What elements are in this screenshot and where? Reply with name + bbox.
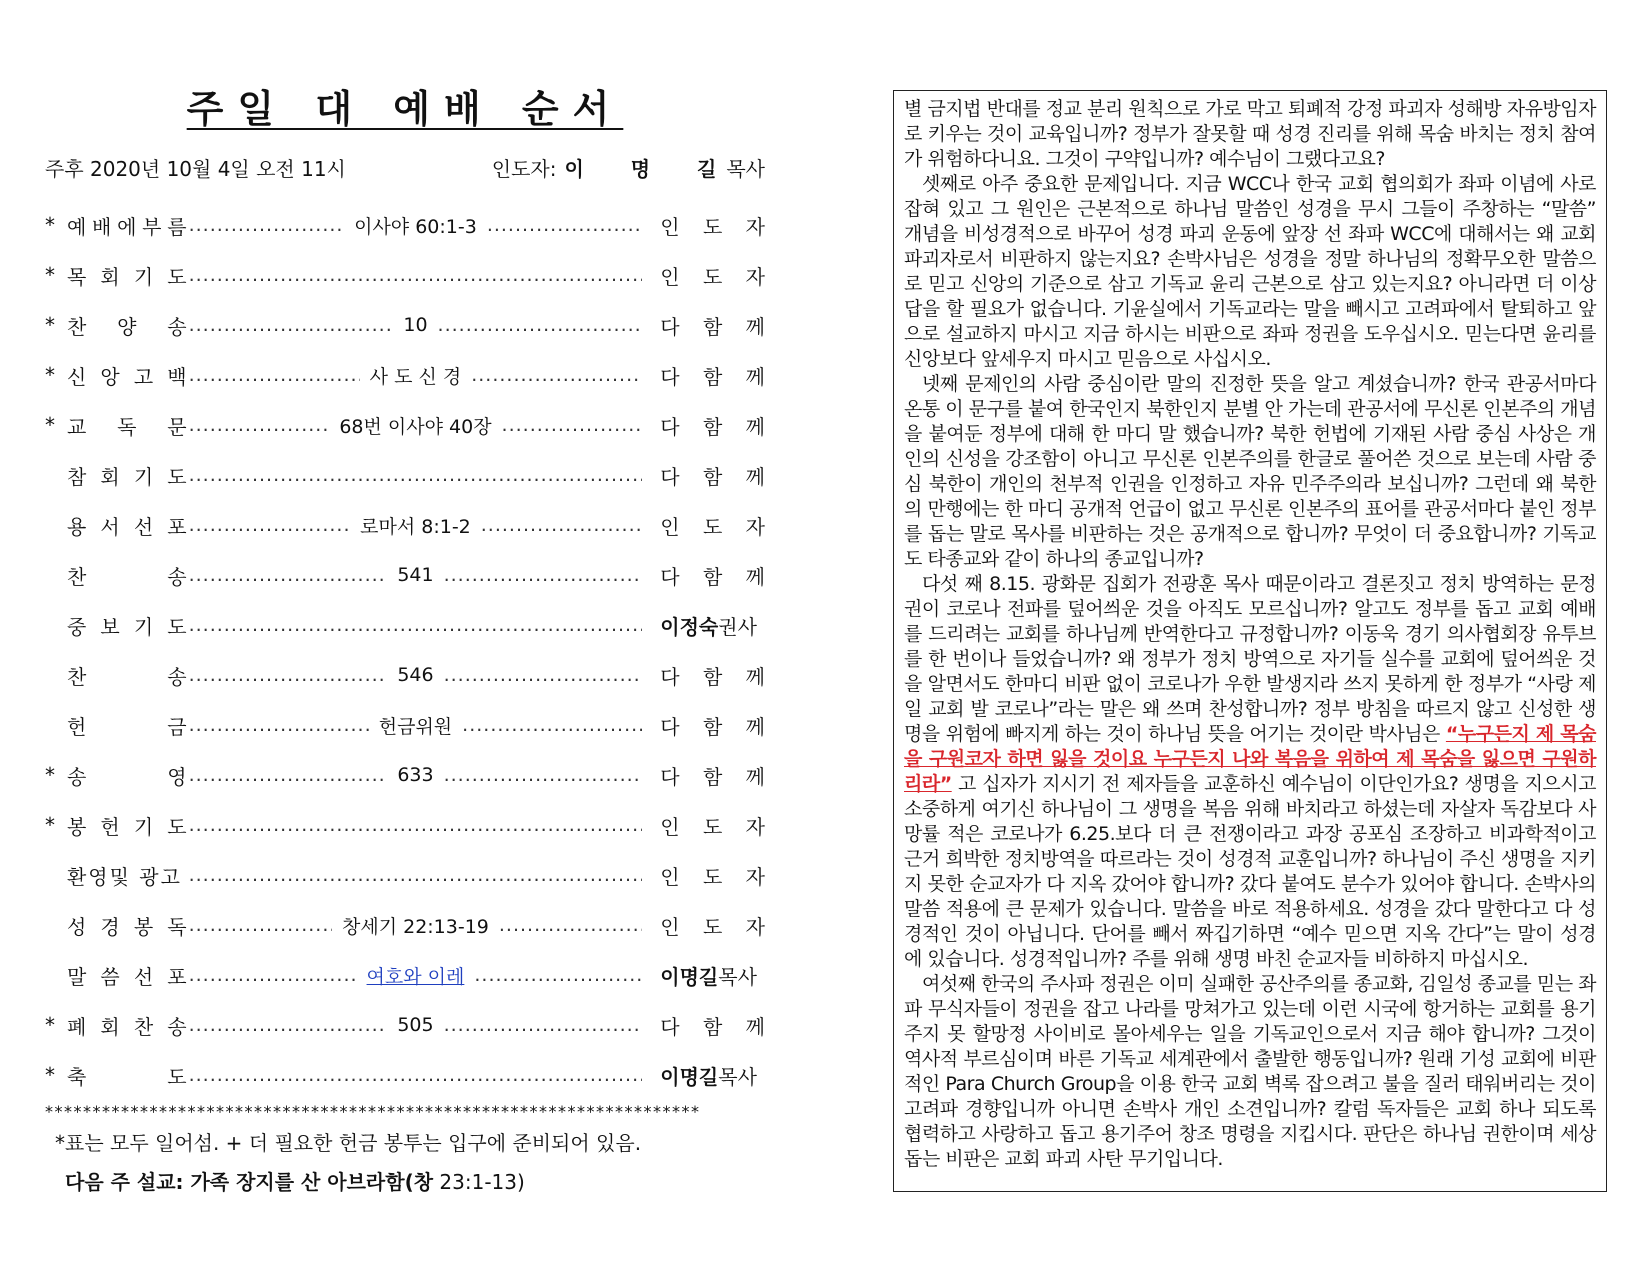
page-title: 주일 대 예배 순서 [186,87,624,131]
standing-mark: * [45,263,55,287]
standing-mark: * [45,313,55,337]
order-item-leader: 다 함 께 [660,764,765,789]
order-item-label: 헌 금 [66,714,187,739]
order-item [45,400,765,450]
order-item-label: 환영및 광고 [66,864,182,889]
order-item-label: 교 독 문 [66,414,187,439]
order-item [45,900,765,950]
order-item-leader: 다 함 께 [660,464,765,489]
order-item-label: 봉 헌 기 도 [66,814,187,839]
order-item [45,650,765,700]
order-item-detail: ..... 633 ..... [189,764,643,786]
order-item-label: 용 서 선 포 [66,514,187,539]
order-item-leader: 다 함 께 [660,564,765,589]
sermon-title-link[interactable]: 여호와 이레 [366,965,465,988]
order-item-label: 참 회 기 도 [66,464,187,489]
order-item [45,550,765,600]
order-item-label: 폐 회 찬 송 [66,1014,187,1039]
order-item [45,700,765,750]
order-item-detail: ..... 68번 이사야 40장 ..... [189,412,643,439]
article-paragraph: 여섯째 한국의 주사파 정권은 이미 실패한 공산주의를 종교화, 김일성 종교를 믿는 좌파 무식자들이 정권을 잡고 나라를 망쳐가고 있는데 이런 시국에 항거하는 교회를 용기주지 못 할망정 사이비로 몰아세우는 일을 기독교인으로서 지금 해야 합니까? 그것이 역사적 부르심이며 바른 기독교 세계관에서 출발한 행동입니까? 원래 기성 교회에 비판적인 Para Church Group을 이용 한국 교회 벽록 잡으려고 불을 질러 태워버리는 것이 고려파 경향입니까 아니면 손박사 개인 소견입니까? 칼럼 독자들은 교회 하나 되도록 협력하고 사랑하고 돕고 용기주어 창조 명령을 지킵시다. 판단은 하나님 권한이며 세상 돕는 비판은 교회 파괴 사탄 무기입니다. [904,973,1596,1170]
service-leader: 인도자: 이 명 길목사 [491,157,765,181]
order-item-label: 찬 송 [66,564,187,589]
order-item-leader: 다 함 께 [660,414,765,439]
order-item [45,500,765,550]
order-item-label: 찬 송 [66,664,187,689]
standing-mark: * [45,763,55,787]
standing-mark: * [45,363,55,387]
order-item-detail: ..... 541 ..... [189,564,643,586]
order-item-leader: 인 도 자 [660,814,765,839]
order-item [45,1000,765,1050]
worship-order-panel [45,78,765,1195]
order-item [45,750,765,800]
standing-mark: * [45,1013,55,1037]
order-item-label: 찬 양 송 [66,314,187,339]
order-item [45,800,765,850]
standing-mark: * [45,413,55,437]
column-article [893,90,1607,1192]
next-sermon: 다음 주 설교: 가족 장지를 산 아브라함(창 23:1-13) [65,1170,525,1194]
article-paragraph: 셋째로 아주 중요한 문제입니다. 지금 WCC나 한국 교회 협의회가 좌파 이념에 사로 잡혀 있고 그 원인은 근본적으로 하나님 말씀인 성경을 무시 그들이 주창하는 “말씀” 개념을 비성경적으로 바꾸어 성경 파괴 운동에 앞장 선 좌파 WCC에 대해서는 왜 교회 파괴자로서 비판하지 않는지요? 손박사님은 성경을 정말 하나님의 정확무오한 말씀으로 믿고 신앙의 기준으로 삼고 기독교 윤리 근본으로 삼고 있는지요? 아니라면 더 이상 답을 할 필요가 없습니다. 기윤실에서 기독교라는 말을 빼시고 고려파에서 탈퇴하고 앞으로 설교하지 마시고 지금 하시는 비판으로 좌파 정권을 도우십시오. 믿는다면 윤리를 신앙보다 앞세우지 마시고 믿음으로 사십시오. [904,173,1596,370]
order-item-leader: 다 함 께 [660,664,765,689]
order-item [45,300,765,350]
order-item-leader: 인 도 자 [660,514,765,539]
order-item-leader: 이정숙 권사 [660,614,757,639]
order-item-detail: ..... 사 도 신 경 ..... [189,362,643,389]
service-date: 주후 2020년 10월 4일 오전 11시 [45,157,346,181]
scripture-quote: “누구든지 제 목숨을 구원코자 하면 잃을 것이요 누구든지 나와 복음을 위하여 제 목숨을 잃으면 구원하리라” [904,723,1596,795]
stars-divider: ********************************************************************* [45,1102,701,1121]
order-item [45,600,765,650]
order-item-leader: 인 도 자 [660,214,765,239]
order-item-leader: 다 함 께 [660,314,765,339]
order-item-detail [189,962,643,989]
order-item-detail [189,464,643,486]
order-item-detail: ..... 10 ..... [189,314,643,336]
article-paragraph: 다섯 째 8.15. 광화문 집회가 전광훈 목사 때문이라고 결론짓고 정치 방역하는 문정권이 코로나 전파를 덮어씌운 것을 아직도 모르십니까? 알고도 정부를 돕고 교회 예배를 드리려는 교회를 하나님께 반역한다고 규정합니까? 이동욱 경기 의사협회장 유투브를 한 번이나 들었습니까? 왜 정부가 정치 방역으로 자기들 실수를 교회에 덮어씌운 것을 알면서도 한마디 비판 없이 코로나가 우한 발생지라 쓰지 못하게 한 정부가 “사랑 제일 교회 발 코로나”라는 말은 왜 쓰며 찬성합니까? 정부 방침을 따르지 않고 신성한 생명을 위험에 빠지게 하는 것이 하나님 뜻을 어기는 것이란 박사님은 “누구든지 제 목숨을 구원코자 하면 잃을 것이요 누구든지 나와 복음을 위하여 제 목숨을 잃으면 구원하리라” 고 십자가 지시기 전 제자들을 교훈하신 예수님이 이단인가요? 생명을 지으시고 소중하게 여기신 하나님이 그 생명을 복음 위해 바치라고 하셨는데 자살자 독감보다 사망률 적은 코로나가 6.25.보다 더 큰 전쟁이라고 과장 공포심 조장하고 비과학적이고 근거 희박한 정치방역을 따르라는 것이 성경적 교훈입니까? 하나님이 주신 생명을 지키지 못한 순교자가 다 지옥 갔어야 합니까? 갔다 붙여도 분수가 있어야 합니다. 손박사의 말씀 적용에 큰 문제가 있습니다. 말씀을 바로 적용하세요. 성경을 갔다 말한다고 다 성경적인 것이 아닙니다. 단어를 빼서 짜깁기하면 “예수 믿으면 지옥 간다”는 말이 성경에 있습니다. 성경적입니까? 주를 위해 생명 바친 순교자들 비하하지 마십시오. [904,573,1596,970]
order-item-leader: 인 도 자 [660,864,765,889]
standing-mark: * [45,1063,55,1087]
article-paragraph: 넷째 문제인의 사람 중심이란 말의 진정한 뜻을 알고 계셨습니까? 한국 관공서마다 온통 이 문구를 붙여 한국인지 북한인지 분별 안 가는데 관공서에 무신론 인본주의 개념을 붙여둔 정부에 대해 한 마디 말 했습니까? 북한 헌법에 기재된 사람 중심 사상은 개인의 신성을 강조함이 아니고 무신론 인본주의를 한글로 풀어쓴 것으로 보는데 사람 중심 북한이 개인의 천부적 인권을 인정하고 자유 민주주의라 보십니까? 그런데 왜 북한의 만행에는 한 마디 공개적 언급이 없고 무신론 인본주의 표어를 관공서마다 붙인 정부를 돕는 말로 목사를 비판하는 것은 공개적으로 합니까? 무엇이 더 중요합니까? 기독교도 타종교와 같이 하나의 종교입니까? [904,373,1596,570]
standing-mark: * [45,813,55,837]
order-item-detail: ..... 이사야 60:1-3 ..... [189,212,643,239]
order-item [45,850,765,900]
order-item-detail [189,814,643,836]
order-item-detail: ..... 창세기 22:13-19 ..... [189,912,643,939]
standing-note: *표는 모두 일어섬. + 더 필요한 헌금 봉투는 입구에 준비되어 있음. [55,1131,642,1155]
order-list [45,200,765,1100]
order-item-detail: ..... 505 ..... [189,1014,643,1036]
article-paragraph: 별 금지법 반대를 정교 분리 원칙으로 가로 막고 퇴폐적 강정 파괴자 성해방 자유방임자로 키우는 것이 교육입니까? 정부가 잘못할 때 성경 진리를 위해 목숨 바치는 정치 참여가 위험하다니요. 그것이 구약입니까? 예수님이 그랬다고요? [904,98,1596,170]
order-item-leader: 이명길 목사 [660,1064,757,1089]
order-item-detail: ..... 546 ..... [189,664,643,686]
order-item-label: 중 보 기 도 [66,614,187,639]
order-item-label: 성 경 봉 독 [66,914,187,939]
order-item-label: 축 도 [66,1064,187,1089]
order-item-leader: 인 도 자 [660,264,765,289]
order-item-leader: 다 함 께 [660,1014,765,1039]
order-item-label: 목 회 기 도 [66,264,187,289]
order-item-label: 송 영 [66,764,187,789]
order-item [45,950,765,1000]
order-item [45,200,765,250]
order-item [45,250,765,300]
order-item-detail: ..... 로마서 8:1-2 ..... [189,512,643,539]
order-item-detail [189,614,643,636]
order-item-detail [189,264,643,286]
service-meta [45,153,765,182]
order-item [45,450,765,500]
order-item-detail [189,1064,643,1086]
order-item-leader: 이명길 목사 [660,964,757,989]
order-item-leader: 다 함 께 [660,714,765,739]
order-item-label: 말 씀 선 포 [66,964,187,989]
order-item-label: 예 배 에 부 름 [66,214,187,239]
standing-mark: * [45,213,55,237]
order-item-leader: 다 함 께 [660,364,765,389]
order-item-label: 신 앙 고 백 [66,364,187,389]
order-item [45,350,765,400]
order-item-leader: 인 도 자 [660,914,765,939]
order-item-detail: ..... 헌금위원 ..... [189,712,643,739]
order-item-detail [189,864,643,886]
order-item [45,1050,765,1100]
